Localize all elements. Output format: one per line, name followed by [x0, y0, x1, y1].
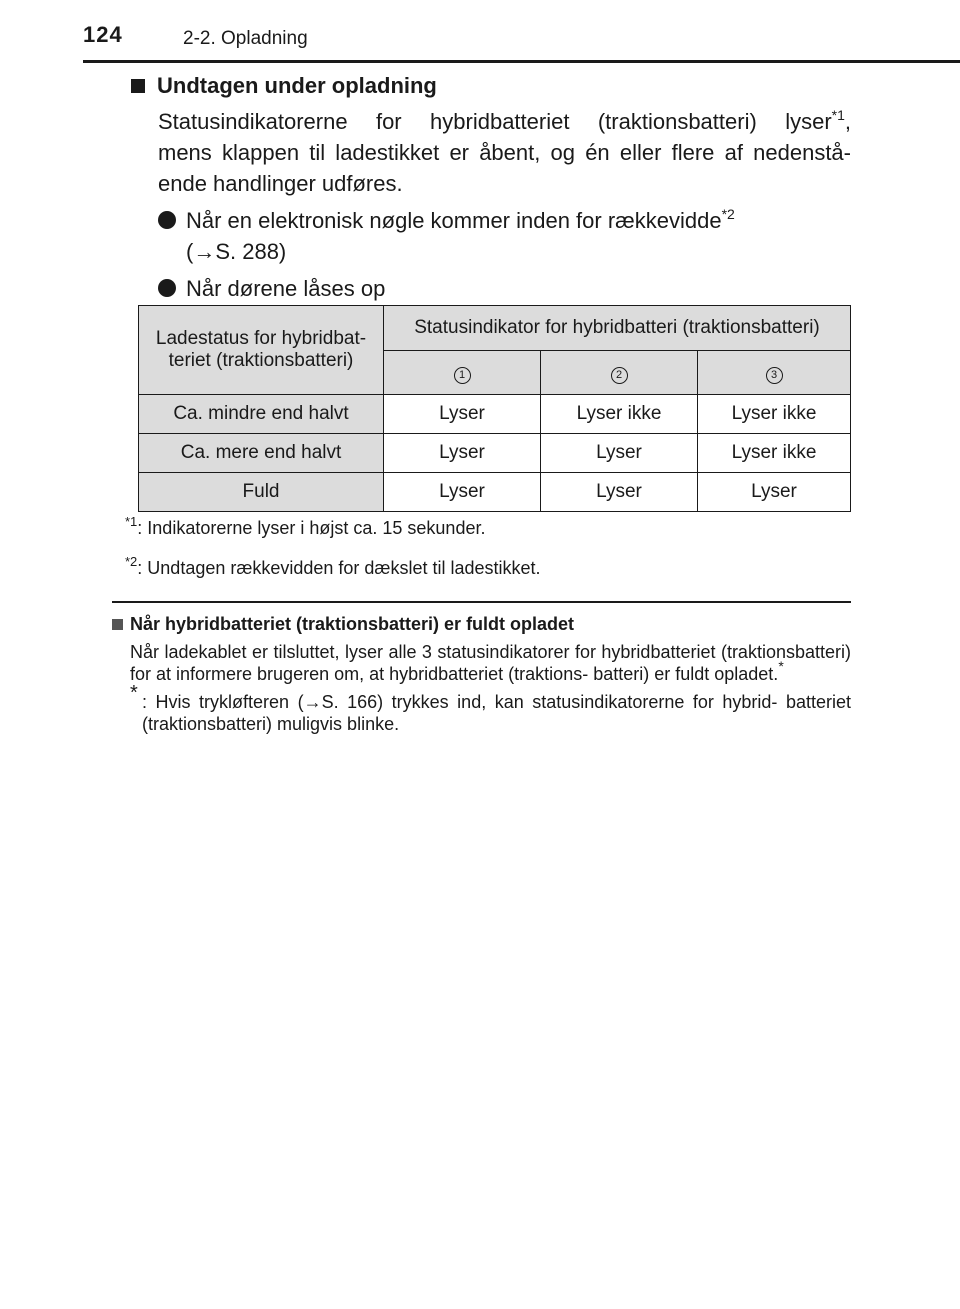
row-label: Fuld [139, 473, 384, 512]
table-cell: Lyser ikke [541, 395, 698, 434]
main-section [131, 70, 851, 304]
intro-line-1 [158, 106, 851, 137]
info-heading [112, 613, 851, 635]
bullet-text-2: Når dørene låses op [186, 276, 386, 301]
square-bullet-icon [112, 619, 123, 630]
section-title: 2-2. Opladning [183, 28, 308, 49]
row-label: Ca. mere end halvt [139, 434, 384, 473]
indicator-header-2 [541, 351, 698, 395]
square-bullet-icon [131, 79, 145, 93]
table-cell: Lyser ikke [698, 395, 851, 434]
table-cell: Lyser [384, 473, 541, 512]
info-note [130, 682, 851, 735]
table-row [139, 473, 851, 512]
number-circle-icon: 2 [611, 367, 628, 384]
number-circle-icon: 1 [454, 367, 471, 384]
section-heading-text: Undtagen under opladning [157, 73, 437, 98]
status-table [138, 305, 851, 512]
bullet-text-1: Når en elektronisk nøgle kommer inden for rækkevidde [186, 208, 722, 233]
footnote-ref-star: * [778, 658, 784, 674]
footnote-mark-2: *2 [125, 554, 138, 569]
footnote-text-1: : Indikatorerne lyser i højst ca. 15 sekunder. [137, 518, 486, 538]
page-number: 124 [83, 22, 123, 47]
footnote-1 [125, 514, 486, 539]
number-circle-icon: 3 [766, 367, 783, 384]
intro-comma: , [844, 109, 851, 134]
footnote-ref-1: *1 [831, 107, 845, 123]
table-row [139, 395, 851, 434]
intro-rest: mens klappen til ladestikket er åbent, og én eller flere af nedenstå- ende handlinger udføres. [158, 140, 851, 196]
table-cell: Lyser [698, 473, 851, 512]
info-note-text: : Hvis trykløfteren (→S. 166) trykkes ind, kan statusindikatorerne for hybrid- batteriet (traktionsbatteri) muligvis blinke. [142, 692, 851, 734]
page-reference: (→S. 288) [186, 239, 287, 264]
section-divider [112, 601, 851, 603]
indicator-header-1 [384, 351, 541, 395]
info-paragraph-text: Når ladekablet er tilsluttet, lyser alle 3 statusindikatorer for hybridbatteriet (traktionsbatteri) for at informere brugeren om, at hybridbatteriet (traktions- batteri) er fuldt opladet. [130, 642, 851, 684]
footnote-2 [125, 554, 541, 579]
header-rule [83, 60, 960, 63]
table-cell: Lyser [384, 434, 541, 473]
intro-paragraph [158, 106, 851, 199]
intro-text-1: Statusindikatorerne for hybridbatteriet (traktionsbatteri) lyser [158, 109, 832, 134]
info-section [112, 613, 851, 735]
table-cell: Lyser [541, 434, 698, 473]
table-cell: Lyser [541, 473, 698, 512]
col-header-indicator-group: Statusindikator for hybridbatteri (traktionsbatteri) [384, 306, 851, 351]
indicator-header-3 [698, 351, 851, 395]
section-heading [131, 70, 851, 101]
footnote-ref-2: *2 [721, 206, 735, 222]
col-header-charge-status: Ladestatus for hybridbat- teriet (traktionsbatteri) [139, 306, 384, 395]
bullet-item-1 [158, 205, 851, 267]
row-label: Ca. mindre end halvt [139, 395, 384, 434]
footnote-mark-1: *1 [125, 514, 138, 529]
info-paragraph [130, 641, 851, 685]
bullet-dot-icon [158, 211, 176, 229]
footnote-text-2: : Undtagen rækkevidden for dækslet til ladestikket. [137, 558, 541, 578]
table-row [139, 434, 851, 473]
info-heading-text: Når hybridbatteriet (traktionsbatteri) er fuldt opladet [130, 614, 575, 634]
note-star: * [130, 682, 138, 704]
bullet-item-2 [158, 273, 851, 304]
bullet-dot-icon [158, 279, 176, 297]
table-cell: Lyser [384, 395, 541, 434]
table-cell: Lyser ikke [698, 434, 851, 473]
